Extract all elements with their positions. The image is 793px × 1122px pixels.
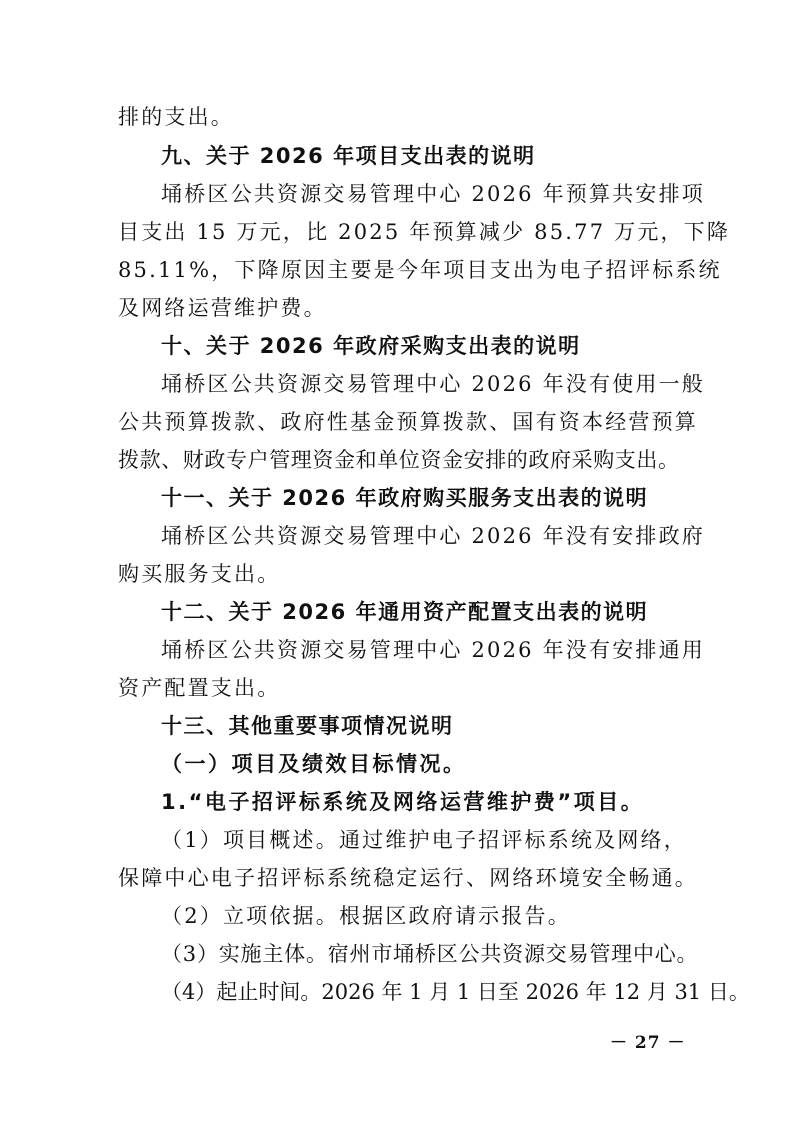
subsection-heading: （一）项目及绩效目标情况。 [161, 752, 467, 776]
page-number: － 27 － [610, 1033, 686, 1053]
text-line: 购买服务支出。 [118, 562, 281, 586]
text-line: 85.11%，下降原因主要是今年项目支出为电子招评标系统 [118, 258, 722, 282]
text-line: 排的支出。 [118, 105, 234, 129]
section-heading-12: 十二、关于 2026 年通用资产配置支出表的说明 [161, 600, 649, 624]
text-line: （3）实施主体。宿州市埇桥区公共资源交易管理中心。 [161, 942, 699, 966]
section-heading-13: 十三、其他重要事项情况说明 [161, 714, 454, 738]
text-line: 埇桥区公共资源交易管理中心 2026 年没有使用一般 [161, 372, 705, 396]
text-line: （2）立项依据。根据区政府请示报告。 [161, 904, 571, 928]
text-line: 公共预算拨款、政府性基金预算拨款、国有资本经营预算 [118, 410, 698, 434]
text-line: 及网络运营维护费。 [118, 296, 327, 320]
text-line: 资产配置支出。 [118, 676, 281, 700]
item-heading: 1.“电子招评标系统及网络运营维护费”项目。 [161, 790, 645, 814]
text-line: （4）起止时间。2026 年 1 月 1 日至 2026 年 12 月 31 日。 [161, 980, 750, 1004]
text-line: （1）项目概述。通过维护电子招评标系统及网络， [161, 828, 687, 852]
text-line: 拨款、财政专户管理资金和单位资金安排的政府采购支出。 [118, 448, 680, 472]
text-line: 保障中心电子招评标系统稳定运行、网络环境安全畅通。 [118, 866, 698, 890]
text-line: 埇桥区公共资源交易管理中心 2026 年预算共安排项 [161, 182, 705, 206]
text-line: 埇桥区公共资源交易管理中心 2026 年没有安排通用 [161, 638, 705, 662]
section-heading-9: 九、关于 2026 年项目支出表的说明 [161, 144, 536, 168]
section-heading-11: 十一、关于 2026 年政府购买服务支出表的说明 [161, 486, 649, 510]
text-line: 目支出 15 万元，比 2025 年预算减少 85.77 万元，下降 [118, 220, 731, 244]
text-line: 埇桥区公共资源交易管理中心 2026 年没有安排政府 [161, 524, 705, 548]
section-heading-10: 十、关于 2026 年政府采购支出表的说明 [161, 334, 581, 358]
